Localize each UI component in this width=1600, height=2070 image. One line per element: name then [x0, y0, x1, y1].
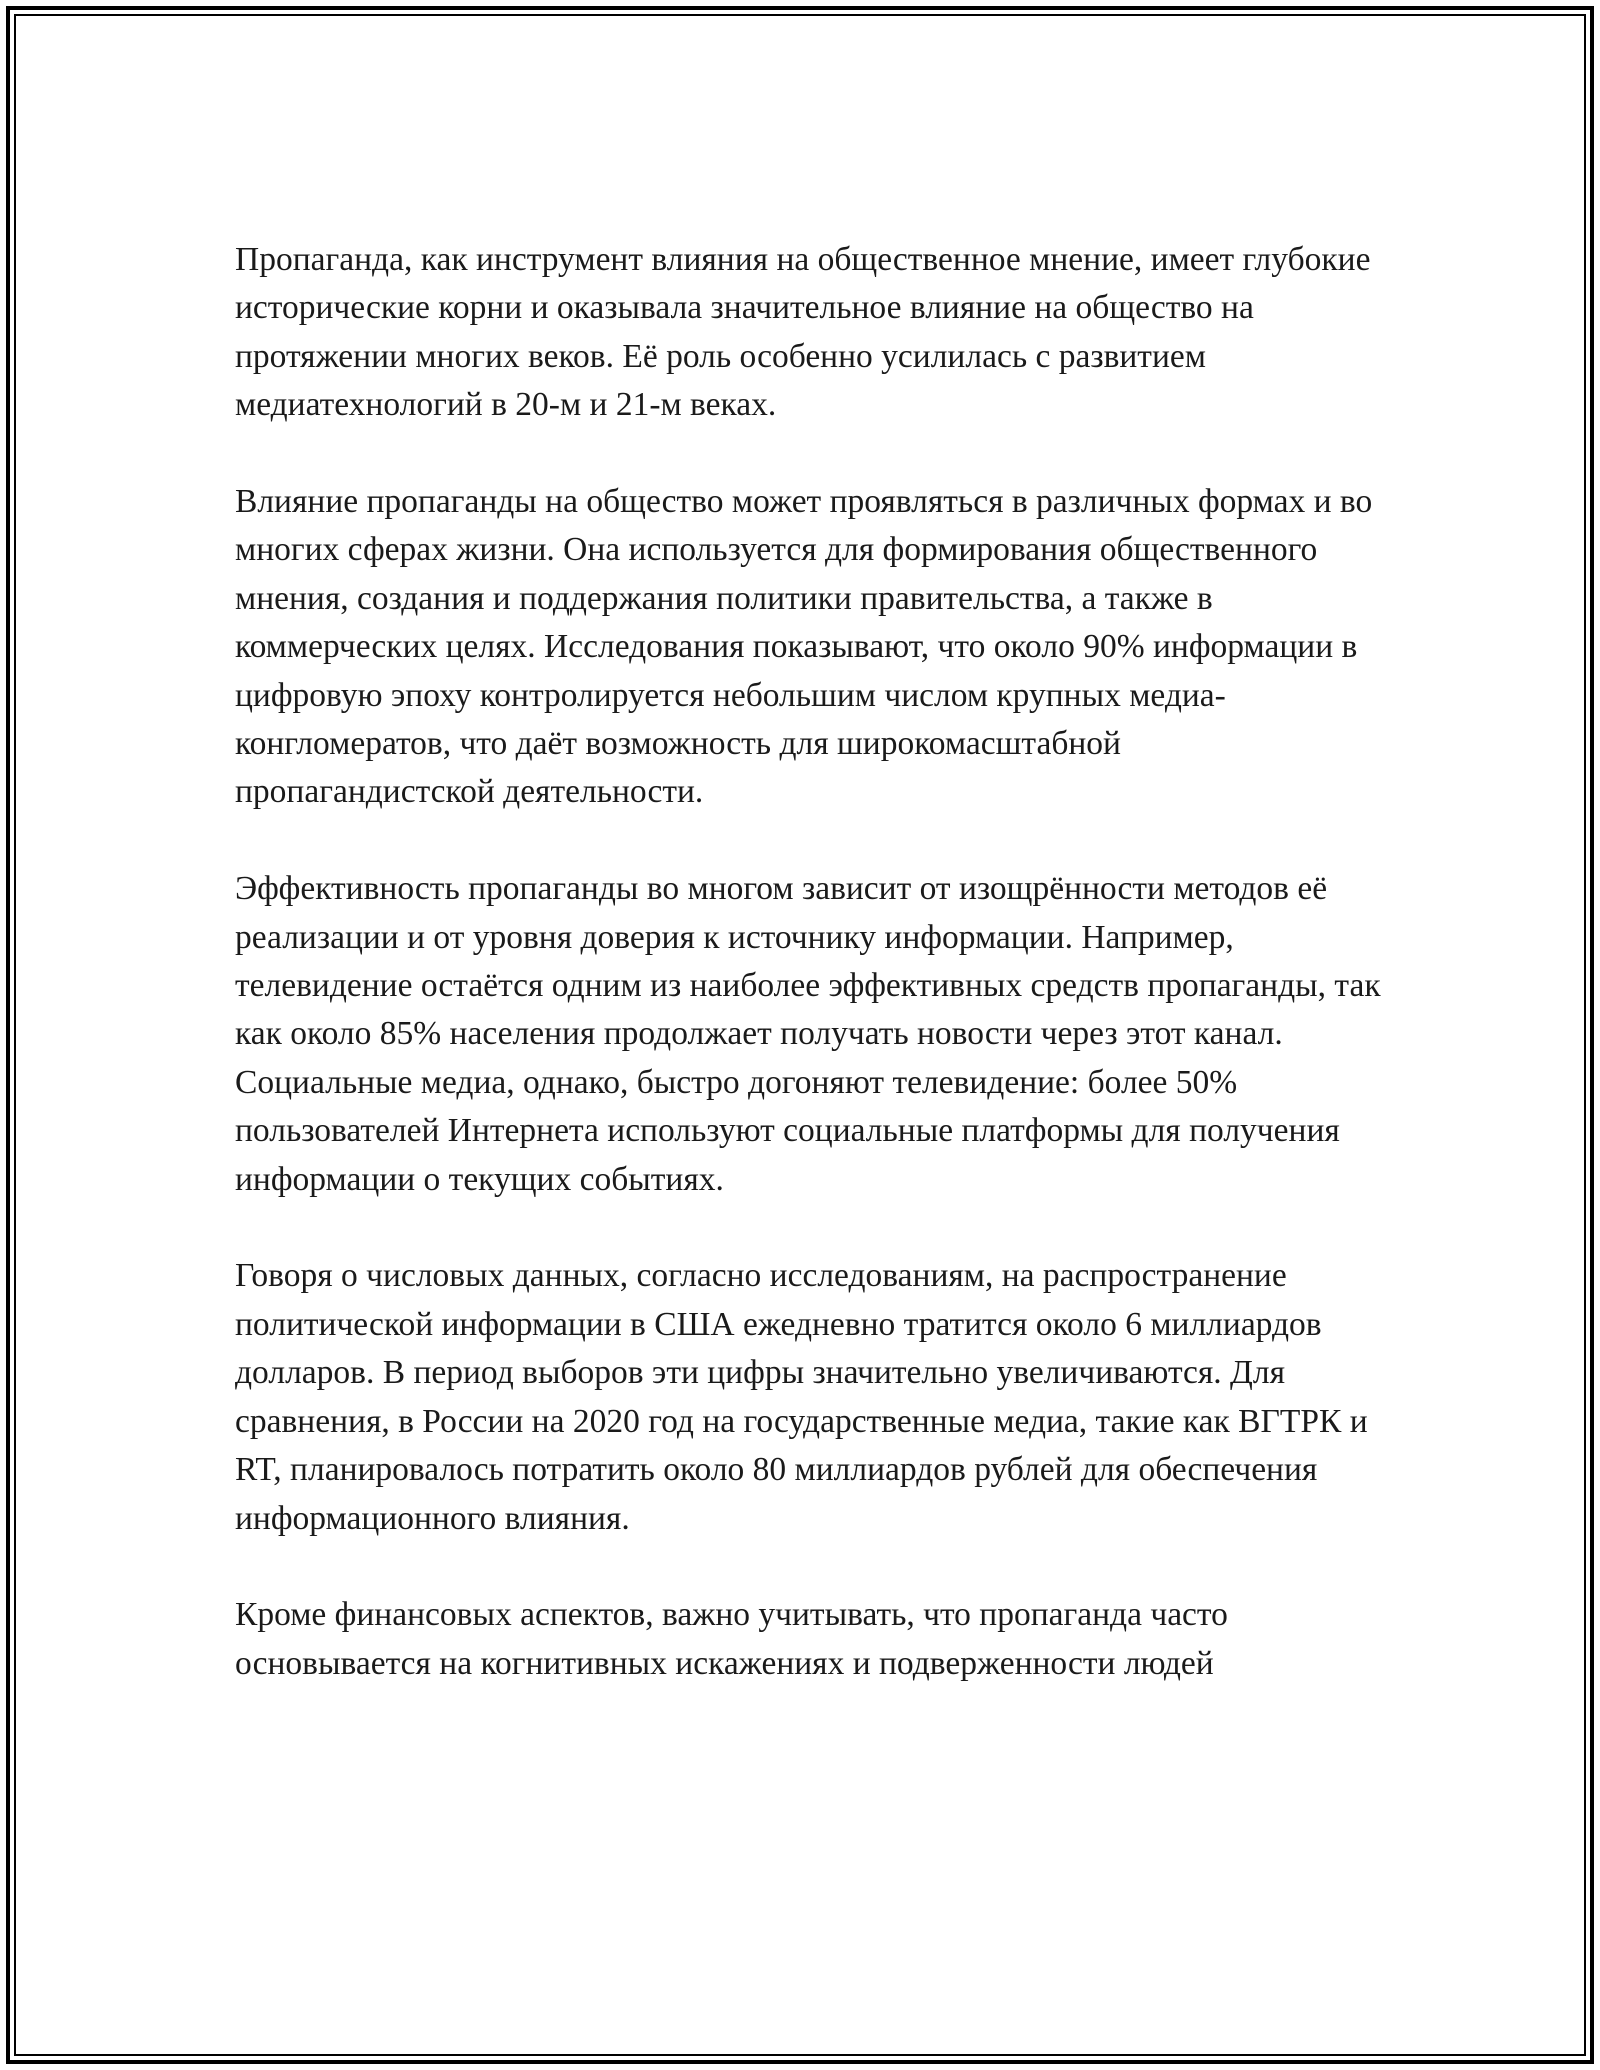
paragraph-2: Влияние пропаганды на общество может проявляться в различных формах и во многих сферах жизни. Она используется для формирования общественного мнения, создания и поддержания политики правительства, а также в коммерческих целях. Исследования показывают, что около 90% информации в цифровую эпоху контролируется небольшим числом крупных медиа-конгломератов, что даёт возможность для широкомасштабной пропагандистской деятельности.	[235, 483, 1373, 811]
paragraph-1: Пропаганда, как инструмент влияния на общественное мнение, имеет глубокие исторические корни и оказывала значительное влияние на общество на протяжении многих веков. Её роль особенно усилилась с развитием медиатехнологий в 20-м и 21-м веках.	[235, 241, 1371, 424]
paragraph-5: Кроме финансовых аспектов, важно учитывать, что пропаганда часто основывается на когнитивных искажениях и подверженности людей	[235, 1596, 1228, 1682]
document-body	[235, 236, 1385, 1688]
paragraph-3: Эффективность пропаганды во многом зависит от изощрённости методов её реализации и от уровня доверия к источнику информации. Например, телевидение остаётся одним из наиболее эффективных средств пропаганды, так как около 85% населения продолжает получать новости через этот канал. Социальные медиа, однако, быстро догоняют телевидение: более 50% пользователей Интернета используют социальные платформы для получения информации о текущих событиях.	[235, 870, 1381, 1198]
paragraph-4: Говоря о числовых данных, согласно исследованиям, на распространение политической информации в США ежедневно тратится около 6 миллиардов долларов. В период выборов эти цифры значительно увеличиваются. Для сравнения, в России на 2020 год на государственные медиа, такие как ВГТРК и RT, планировалось потратить около 80 миллиардов рублей для обеспечения информационного влияния.	[235, 1257, 1368, 1537]
